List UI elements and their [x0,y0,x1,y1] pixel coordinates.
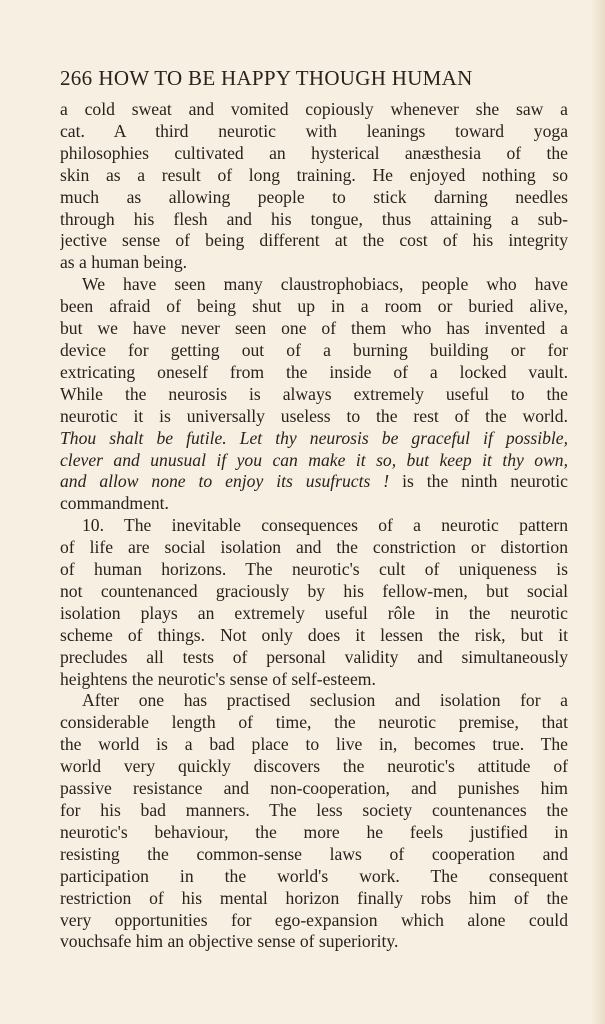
line-text: heightens the neurotic's sense of self-esteem. [60,668,376,689]
text-line [60,143,568,165]
text-line [60,99,568,121]
line-text: extricating oneself from the inside of a locked vault. [60,361,568,382]
text-line [60,252,568,274]
line-text: as a human being. [60,252,188,273]
line-text: is the ninth neurotic [389,471,568,492]
text-line [60,647,568,669]
line-text: been afraid of being shut up in a room or buried alive, [60,296,568,317]
line-text: neurotic's behaviour, the more he feels justified in [60,821,568,842]
line-text: 10. The inevitable consequences of a neurotic pattern [82,515,568,536]
line-text: We have seen many claustrophobiacs, people who have [82,274,568,295]
text-line [60,603,568,625]
text-line [60,428,568,450]
running-header [60,66,570,91]
text-line [60,362,568,384]
line-text: for his bad manners. The less society countenances the [60,800,568,820]
text-line [60,822,568,844]
running-title: HOW TO BE HAPPY THOUGH HUMAN [98,66,473,90]
italic-text: and allow none to enjoy its usufructs ! [60,471,390,492]
line-text: but we have never seen one of them who has invented a [60,318,568,339]
page-edge-shadow [591,0,605,1024]
text-line [60,406,568,428]
line-text: participation in the world's work. The consequent [60,865,568,886]
text-line [60,712,568,734]
text-line [60,537,568,559]
line-text: skin as a result of long training. He enjoyed nothing so [60,164,568,185]
text-line [60,690,568,712]
text-line [60,559,568,581]
text-line [60,844,568,866]
text-line [60,121,568,143]
body-text [60,99,568,953]
line-text: vouchsafe him an objective sense of superiority. [60,931,399,952]
line-text: resisting the common-sense laws of cooperation and [60,843,568,864]
line-text: considerable length of time, the neurotic premise, that [60,712,568,733]
text-line [60,669,568,691]
text-line [60,734,568,756]
line-text: precludes all tests of personal validity and simultaneously [60,646,568,667]
text-line [60,888,568,910]
text-line [60,230,568,252]
line-text: a cold sweat and vomited copiously whenever she saw a [60,99,568,119]
text-line [60,274,568,296]
text-line [60,515,568,537]
text-line [60,800,568,822]
text-line [60,384,568,406]
line-text: of life are social isolation and the constriction or distortion [60,537,568,558]
text-line [60,296,568,318]
line-text: jective sense of being different at the cost of his integrity [60,230,568,251]
line-text: of human horizons. The neurotic's cult of uniqueness is [60,559,568,580]
line-text: After one has practised seclusion and isolation for a [82,690,568,711]
text-line [60,625,568,647]
text-line [60,187,568,209]
line-text: scheme of things. Not only does it lessen the risk, but it [60,624,568,645]
text-line [60,318,568,340]
text-line [60,756,568,778]
italic-text: Thou shalt be futile. Let thy neurosis be graceful if possible, [60,427,568,448]
text-line [60,493,568,515]
text-line [60,931,568,953]
line-text: While the neurosis is always extremely useful to the [60,383,568,404]
text-line [60,209,568,231]
line-text: passive resistance and non-cooperation, and punishes him [60,778,568,799]
page-number: 266 [60,66,93,90]
text-line [60,581,568,603]
line-text: neurotic it is universally useless to the rest of the world. [60,405,568,426]
line-text: commandment. [60,493,169,514]
text-line [60,450,568,472]
line-text: much as allowing people to stick darning needles [60,186,568,207]
text-line [60,866,568,888]
line-text: restriction of his mental horizon finally robs him of the [60,887,568,908]
line-text: world very quickly discovers the neurotic's attitude of [60,756,568,777]
line-text: philosophies cultivated an hysterical anæsthesia of the [60,142,568,163]
line-text: cat. A third neurotic with leanings toward yoga [60,120,568,141]
text-line [60,910,568,932]
line-text: through his flesh and his tongue, thus attaining a sub- [60,208,568,229]
text-line [60,471,568,493]
text-line [60,778,568,800]
text-line [60,340,568,362]
line-text: the world is a bad place to live in, becomes true. The [60,734,568,755]
italic-text: clever and unusual if you can make it so, but keep it thy own, [60,449,568,470]
line-text: device for getting out of a burning building or for [60,339,568,360]
line-text: very opportunities for ego-expansion which alone could [60,909,568,930]
line-text: not countenanced graciously by his fellow-men, but social [60,580,568,601]
text-line [60,165,568,187]
line-text: isolation plays an extremely useful rôle in the neurotic [60,602,568,623]
